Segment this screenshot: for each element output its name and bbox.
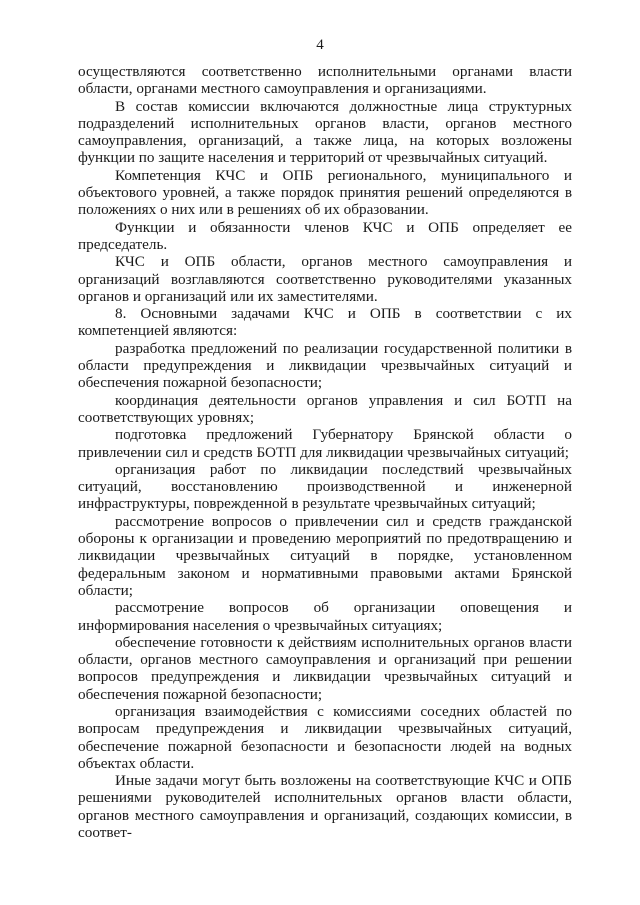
paragraph: 8. Основными задачами КЧС и ОПБ в соответствии с их компетенцией являются:: [78, 305, 572, 340]
paragraph: Функции и обязанности членов КЧС и ОПБ определяет ее председатель.: [78, 218, 572, 253]
paragraph: осуществляются соответственно исполнительными органами власти области, органами местного самоуправления и организациями.: [78, 63, 572, 98]
paragraph: организация работ по ликвидации последствий чрезвычайных ситуаций, восстановлению производственной и инженерной инфраструктуры, поврежденной в результате чрезвычайных ситуаций;: [78, 460, 572, 513]
paragraph: подготовка предложений Губернатору Брянской области о привлечении сил и средств БОТП для ликвидации чрезвычайных ситуаций;: [78, 426, 572, 461]
paragraph: В состав комиссии включаются должностные лица структурных подразделений исполнительных органов власти, органов местного самоуправления, организаций, а также лица, на которых возложены функции по защите населения и территорий от чрезвычайных ситуаций.: [78, 97, 572, 167]
paragraph: Компетенция КЧС и ОПБ регионального, муниципального и объектового уровней, а также порядок принятия решений определяются в положениях о них или в решениях об их образовании.: [78, 166, 572, 219]
paragraph: Иные задачи могут быть возложены на соответствующие КЧС и ОПБ решениями руководителей исполнительных органов власти области, органов местного самоуправления и организаций, создающих комиссии, в соответ-: [78, 772, 572, 842]
paragraph: обеспечение готовности к действиям исполнительных органов власти области, органов местного самоуправления и организаций при решении вопросов предупреждения и ликвидации чрезвычайных ситуаций и обеспечения пожарной безопасности;: [78, 633, 572, 703]
paragraph: координация деятельности органов управления и сил БОТП на соответствующих уровнях;: [78, 391, 572, 426]
paragraph: рассмотрение вопросов о привлечении сил и средств гражданской обороны к организации и проведению мероприятий по предотвращению и ликвидации чрезвычайных ситуаций в порядке, установленном федеральным законом и нормативными правовыми актами Брянской области;: [78, 512, 572, 599]
page-number: 4: [316, 37, 324, 53]
document-body: [78, 63, 572, 841]
paragraph: рассмотрение вопросов об организации оповещения и информирования населения о чрезвычайных ситуациях;: [78, 599, 572, 634]
paragraph: разработка предложений по реализации государственной политики в области предупреждения и ликвидации чрезвычайных ситуаций и обеспечения пожарной безопасности;: [78, 339, 572, 392]
paragraph: КЧС и ОПБ области, органов местного самоуправления и организаций возглавляются соответственно руководителями указанных органов и организаций или их заместителями.: [78, 253, 572, 305]
paragraph: организация взаимодействия с комиссиями соседних областей по вопросам предупреждения и ликвидации чрезвычайных ситуаций, обеспечение пожарной безопасности и безопасности людей на водных объектах области.: [78, 702, 572, 772]
